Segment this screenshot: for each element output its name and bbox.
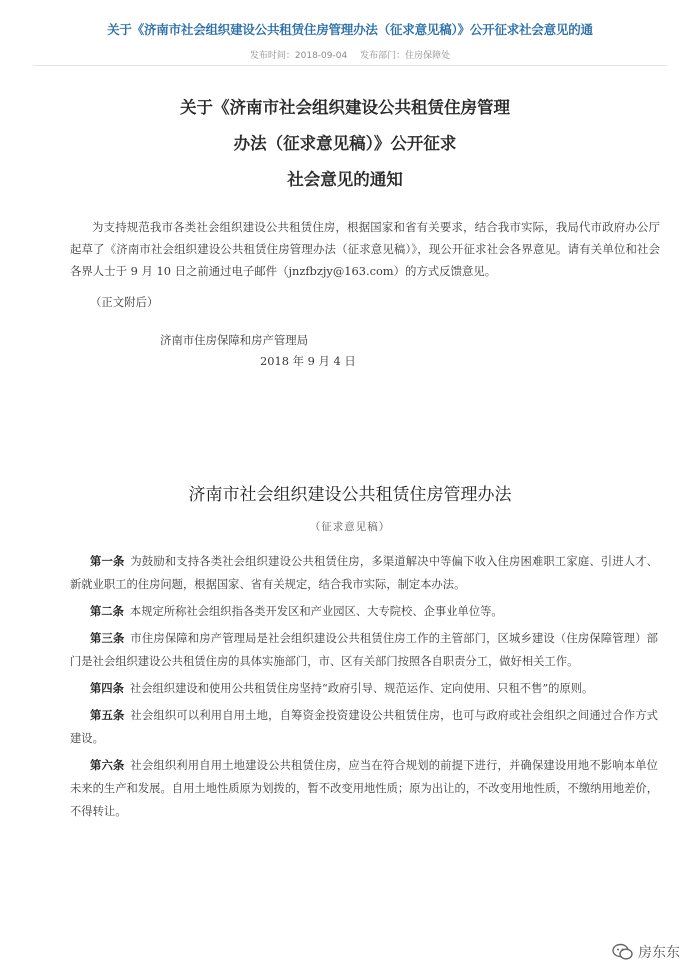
article-label: 第一条	[90, 555, 125, 568]
article-text: 本规定所称社会组织指各类开发区和产业园区、大专院校、企事业单位等。	[129, 605, 503, 618]
article-label: 第五条	[90, 709, 125, 722]
notice-body: 为支持规范我市各类社会组织建设公共租赁住房，根据国家和省有关要求，结合我市实际，我局代市政府办公厅起草了《济南市社会组织建设公共租赁住房管理办法（征求意见稿）》，现公开征求社会各界意见。请有关单位和社会各界人士于 9 月 10 日之前通过电子邮件（jnzfbzjy@163.com）的方式反馈意见。	[70, 220, 660, 278]
publish-time-label: 发布时间：	[249, 51, 295, 61]
wechat-icon	[612, 943, 634, 961]
watermark	[612, 942, 680, 962]
law-title: 济南市社会组织建设公共租赁住房管理办法	[188, 485, 512, 505]
article	[70, 754, 658, 823]
signature-org: 济南市住房保障和房产管理局	[160, 333, 309, 347]
article-label: 第二条	[90, 605, 124, 618]
signature-date: 2018 年 9 月 4 日	[260, 354, 356, 368]
page-header	[33, 0, 667, 66]
article	[70, 677, 658, 700]
notice-title-line-3: 社会意见的通知	[287, 170, 403, 189]
article-label: 第四条	[90, 682, 124, 695]
law-subtitle: （征求意见稿）	[309, 521, 391, 533]
watermark-text: 房东东	[638, 945, 680, 961]
publish-time-value: 2018-09-04	[294, 51, 348, 61]
department-label: 发布部门：	[360, 51, 406, 61]
signature	[160, 330, 700, 372]
article-text: 社会组织可以利用自用土地，自筹资金投资建设公共租赁住房，也可与政府或社会组织之间通过合作方式建设。	[70, 709, 658, 745]
article	[70, 627, 658, 673]
publish-department	[360, 51, 450, 61]
header-title: 关于《济南市社会组织建设公共租赁住房管理办法（征求意见稿）》公开征求社会意见的通	[107, 22, 593, 37]
header-meta	[33, 48, 667, 61]
articles	[70, 550, 658, 823]
article-text: 社会组织建设和使用公共租赁住房坚持“政府引导、规范运作、定向使用、只租不售”的原则。	[129, 682, 594, 695]
publish-time	[250, 51, 347, 61]
article	[70, 704, 658, 750]
article-text: 为鼓励和支持各类社会组织建设公共租赁住房，多渠道解决中等偏下收入住房困难职工家庭、引进人才、新就业职工的住房问题，根据国家、省有关规定，结合我市实际，制定本办法。	[70, 555, 658, 591]
article	[70, 600, 658, 623]
department-value: 住房保障处	[405, 51, 451, 61]
annex-note: （正文附后）	[90, 295, 159, 309]
notice-title-line-2: 办法（征求意见稿）》公开征求	[233, 134, 457, 153]
notice-title-line-1: 关于《济南市社会组织建设公共租赁住房管理	[180, 98, 510, 117]
notice-title	[0, 90, 700, 198]
article-text: 市住房保障和房产管理局是社会组织建设公共租赁住房工作的主管部门，区城乡建设（住房保障管理）部门是社会组织建设公共租赁住房的具体实施部门，市、区有关部门按照各自职责分工，做好相关工作。	[70, 632, 658, 668]
article-label: 第三条	[90, 632, 125, 645]
article-text: 社会组织利用自用土地建设公共租赁住房，应当在符合规划的前提下进行，并确保建设用地不影响本单位未来的生产和发展。自用土地性质原为划拨的，暂不改变用地性质；原为出让的，不改变用地性质，不缴纳用地差价，不得转让。	[70, 759, 658, 818]
article-label: 第六条	[90, 759, 125, 772]
article	[70, 550, 658, 596]
